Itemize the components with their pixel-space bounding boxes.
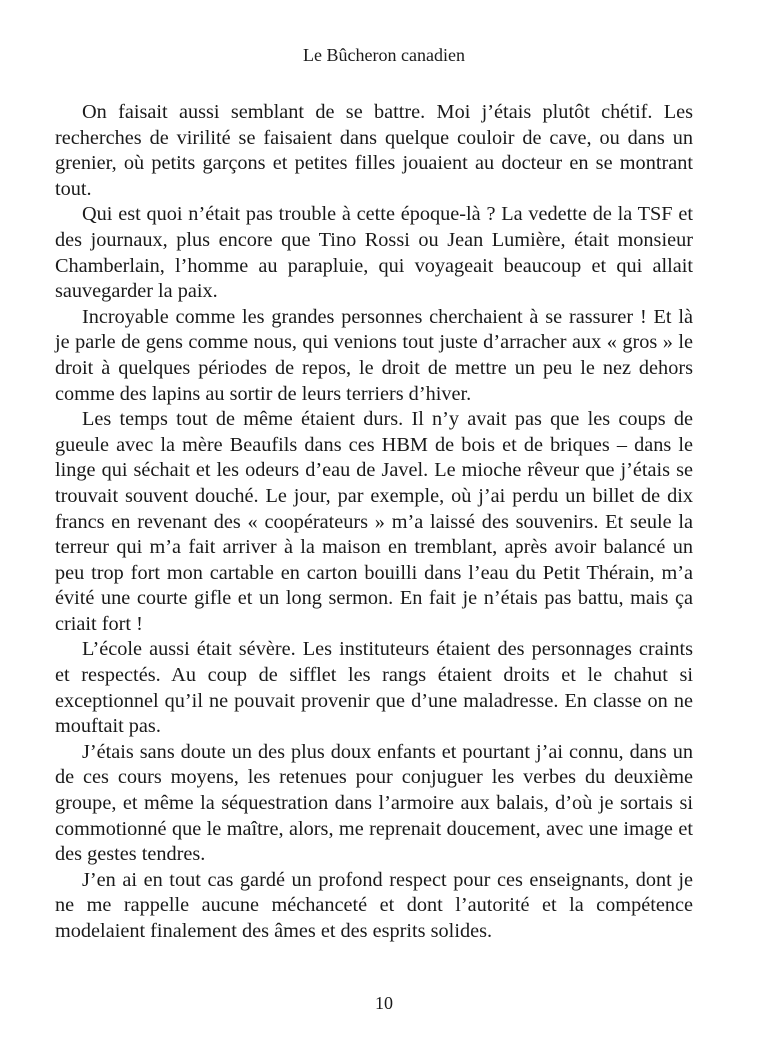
running-header: Le Bûcheron canadien bbox=[303, 45, 465, 65]
paragraph: On faisait aussi semblant de se battre. Moi j’étais plutôt chétif. Les recherches de virilité se faisaient dans quelque couloir de cave, ou dans un grenier, où petits garçons et petites filles jouaient au docteur en se montrant tout. bbox=[55, 101, 693, 200]
paragraph: L’école aussi était sévère. Les instituteurs étaient des personnages craints et respectés. Au coup de sifflet les rangs étaient droits et le chahut si exceptionnel qu’il ne pouvait provenir que d’une maladresse. En classe on ne mouftait pas. bbox=[55, 638, 693, 738]
paragraph: Qui est quoi n’était pas trouble à cette époque-là ? La vedette de la TSF et des journaux, plus encore que Tino Rossi ou Jean Lumière, était monsieur Chamberlain, l’homme au parapluie, qui voyageait beaucoup et qui allait sauvegarder la paix. bbox=[55, 203, 693, 303]
paragraph: J’en ai en tout cas gardé un profond respect pour ces enseignants, dont je ne me rappelle aucune méchanceté et dont l’autorité et la compétence modelaient finalement des âmes et des esprits solides. bbox=[55, 868, 693, 942]
paragraph: J’étais sans doute un des plus doux enfants et pourtant j’ai connu, dans un de ces cours moyens, les retenues pour conjuguer les verbes du deuxième groupe, et même la séquestration dans l’armoire aux balais, d’où je sortais si commotionné que le maître, alors, me reprenait doucement, avec une image et des gestes tendres. bbox=[55, 740, 693, 866]
paragraph: Les temps tout de même étaient durs. Il n’y avait pas que les coups de gueule avec la mère Beaufils dans ces HBM de bois et de briques – dans le linge qui séchait et les odeurs d’eau de Javel. Le mioche rêveur que j’étais se trouvait souvent douché. Le jour, par exemple, où j’ai perdu un billet de dix francs en revenant des « coopérateurs » m’a laissé des souvenirs. Et seule la terreur qui m’a fait arriver à la maison en tremblant, après avoir balancé un peu trop fort mon cartable en carton bouilli dans l’eau du Petit Thérain, m’a évité une courte gifle et un long sermon. En fait je n’étais pas battu, mais ça criait fort ! bbox=[55, 408, 693, 635]
body-text bbox=[55, 100, 693, 945]
page-number: 10 bbox=[375, 993, 393, 1013]
paragraph: Incroyable comme les grandes personnes cherchaient à se rassurer ! Et là je parle de gens comme nous, qui venions tout juste d’arracher aux « gros » le droit à quelques périodes de repos, le droit de mettre un peu le nez dehors comme des lapins au sortir de leurs terriers d’hiver. bbox=[55, 305, 693, 405]
